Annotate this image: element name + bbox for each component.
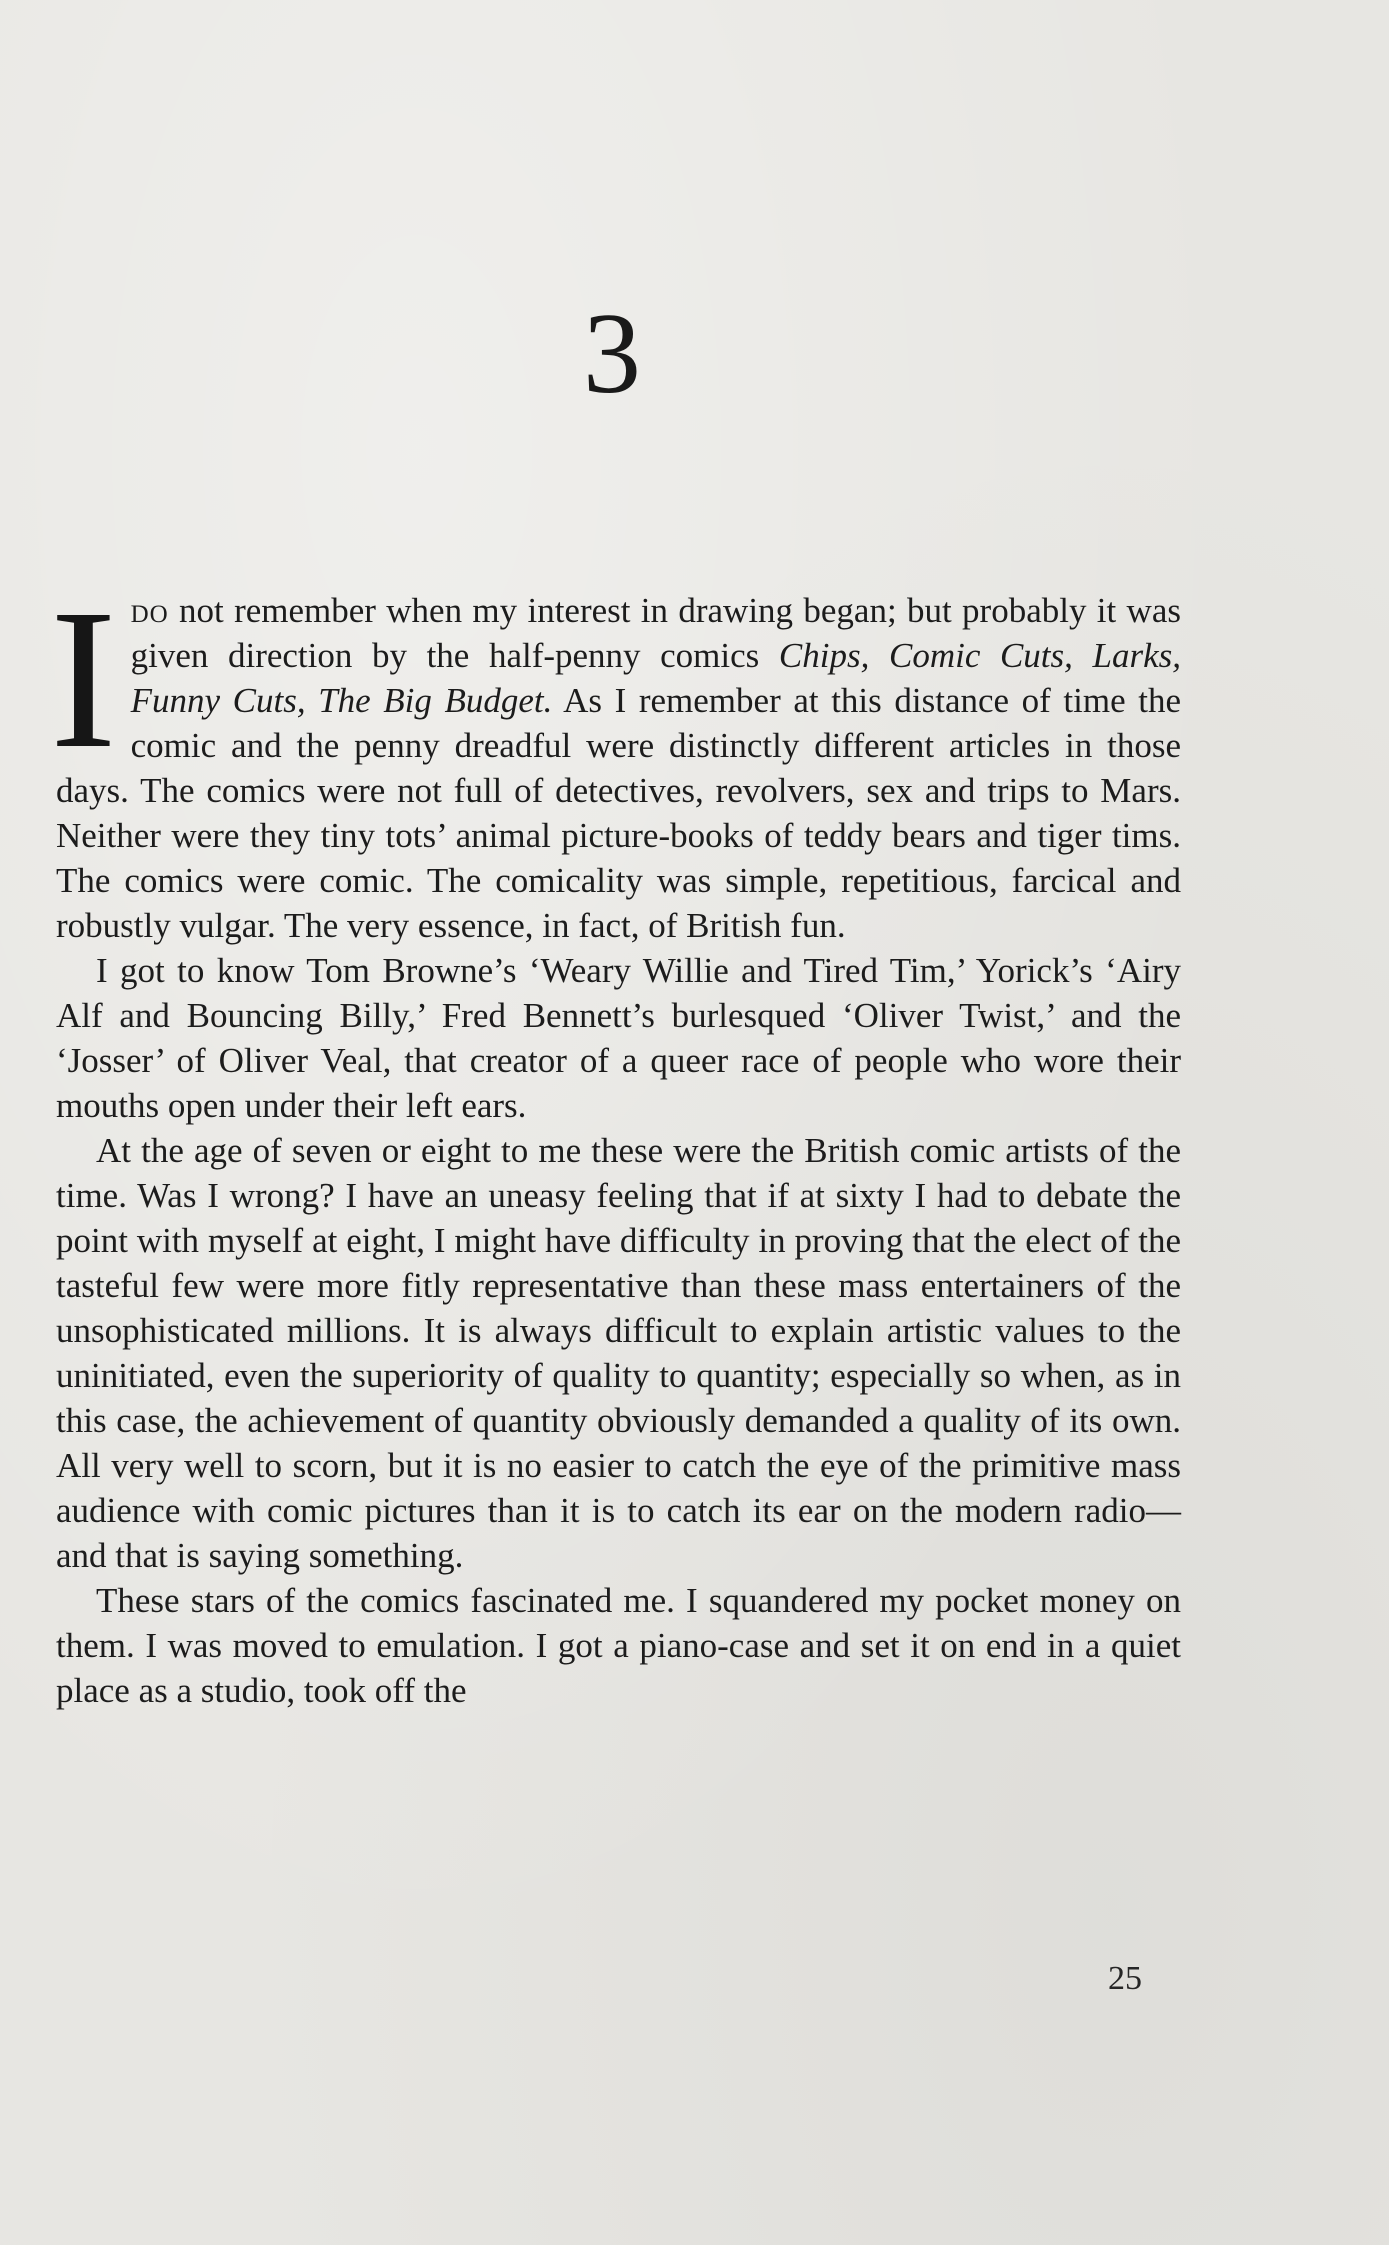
body-text bbox=[50, 569, 1182, 1713]
drop-cap: I bbox=[50, 569, 117, 790]
comic-title: Larks, bbox=[1092, 636, 1182, 675]
comic-title: Funny Cuts, bbox=[130, 681, 306, 720]
paragraph-1-text-end: As I remember at this distance of time the comic and the penny dreadful were distinctly different articles in those days. The comics were not full of detectives, revolvers, sex and trips to Mars. Neither were they tiny tots’ animal picture-books of teddy bears and tiger tims. The comics were comic. The comicality was simple, repetitious, farcical and robustly vulgar. The very essence, in fact, of British fun. bbox=[56, 681, 1181, 945]
paragraph-1 bbox=[50, 569, 1182, 948]
comic-title: Comic Cuts, bbox=[888, 636, 1073, 675]
chapter-number: 3 bbox=[583, 290, 641, 418]
page-number: 25 bbox=[1108, 1960, 1142, 1997]
small-caps-lead: do bbox=[130, 591, 169, 630]
paragraph-2: I got to know Tom Browne’s ‘Weary Willie and Tired Tim,’ Yorick’s ‘Airy Alf and Bouncing Billy,’ Fred Bennett’s burlesqued ‘Oliver Twist,’ and the ‘Josser’ of Oliver Veal, that creator of a queer race of people who wore their mouths open under their left ears. bbox=[56, 951, 1181, 1125]
paragraph-4: These stars of the comics fascinated me. I squandered my pocket money on them. I was moved to emulation. I got a piano-case and set it on end in a quiet place as a studio, took off the bbox=[56, 1581, 1181, 1710]
paragraph-1-text-start: not remember when my interest in drawing began; but probably it was given direction by the half-penny comics bbox=[130, 591, 1181, 675]
comic-title: The Big Budget. bbox=[318, 681, 553, 720]
comic-title: Chips, bbox=[778, 636, 870, 675]
paragraph-3: At the age of seven or eight to me these were the British comic artists of the time. Was I wrong? I have an uneasy feeling that if at sixty I had to debate the point with myself at eight, I might have difficulty in proving that the elect of the tasteful few were more fitly representative than these mass entertainers of the unsophisticated millions. It is always difficult to explain artistic values to the uninitiated, even the superiority of quality to quantity; especially so when, as in this case, the achievement of quantity obviously demanded a quality of its own. All very well to scorn, but it is no easier to catch the eye of the primitive mass audience with comic pictures than it is to catch its ear on the modern radio—and that is saying something. bbox=[56, 1131, 1181, 1575]
